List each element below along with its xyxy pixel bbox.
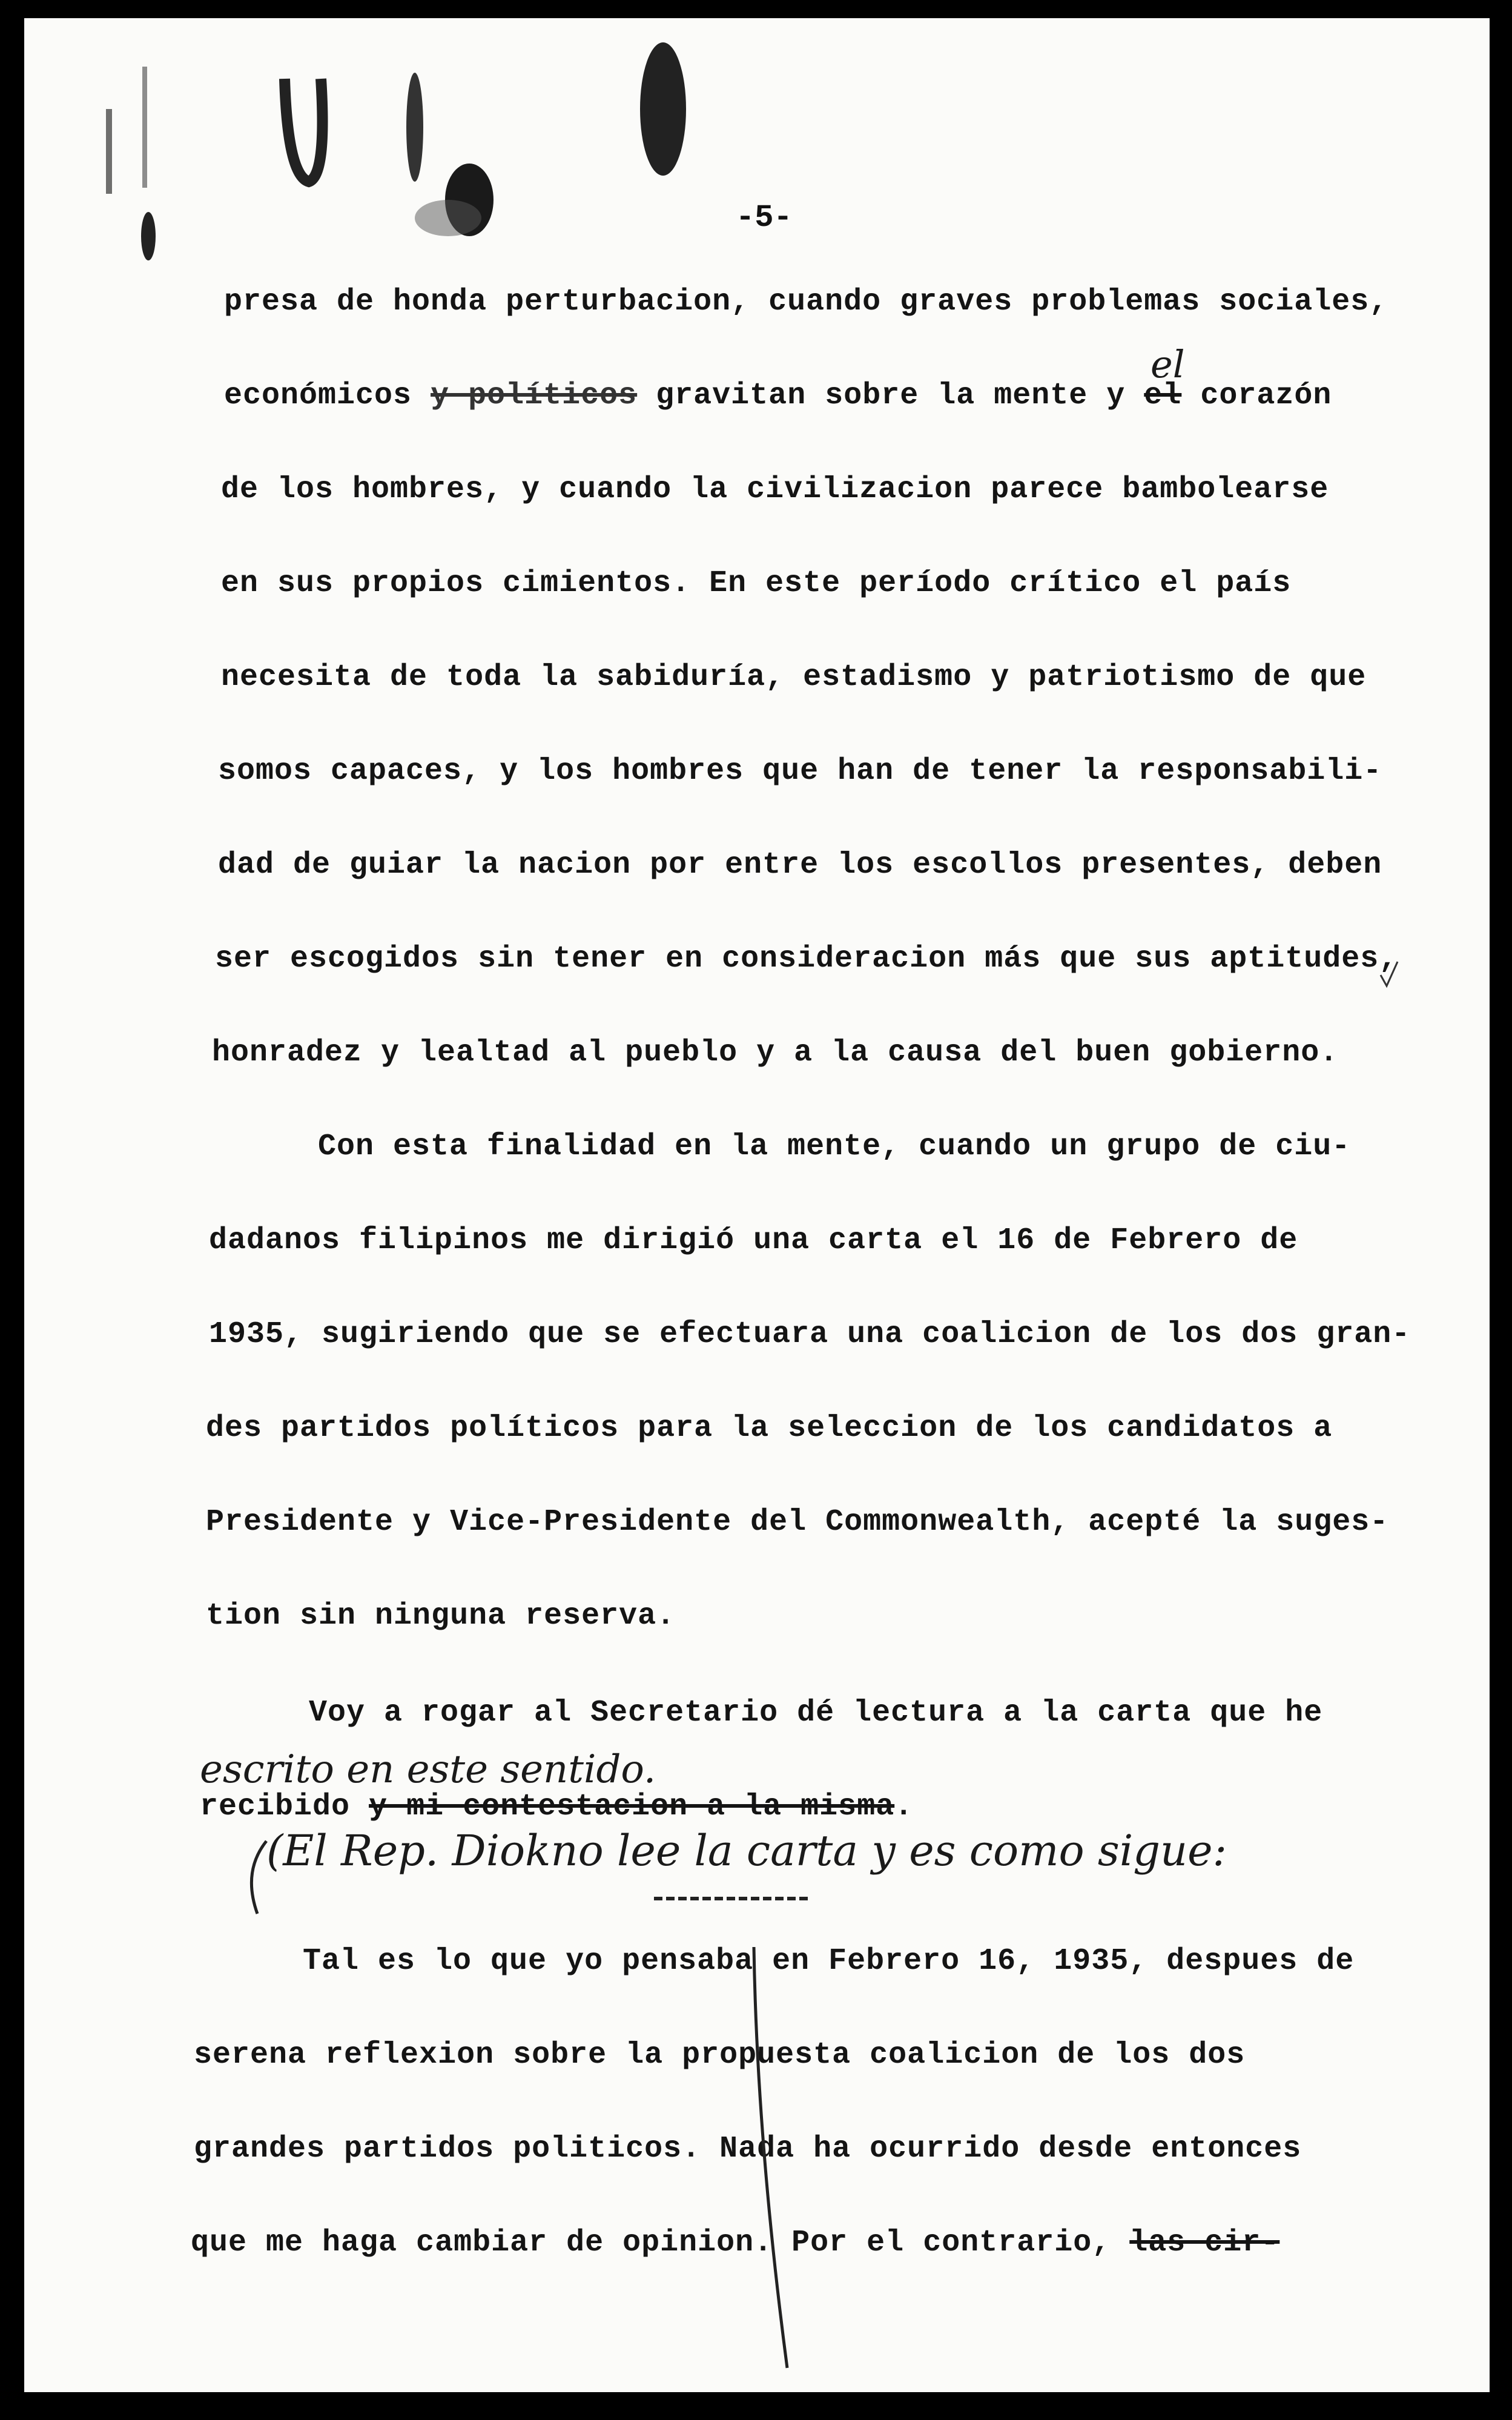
pen-bracket xyxy=(251,1841,266,1914)
check-mark xyxy=(1381,962,1398,986)
text-line: grandes partidos politicos. Nada ha ocurrido desde entonces xyxy=(194,2132,1302,2166)
text-line: honradez y lealtad al pueblo y a la causa del buen gobierno. xyxy=(212,1036,1339,1070)
text-line: 1935, sugiriendo que se efectuara una coalicion de los dos gran- xyxy=(209,1317,1411,1352)
text-line: Con esta finalidad en la mente, cuando un grupo de ciu- xyxy=(318,1129,1351,1164)
handwritten-aside: (El Rep. Diokno lee la carta y es como sigue: xyxy=(266,1826,1227,1876)
text-line: de los hombres, y cuando la civilizacion parece bambolearse xyxy=(221,472,1329,507)
text-span: económicos xyxy=(224,379,412,413)
text-line: ser escogidos sin tener en consideracion más que sus aptitudes, xyxy=(215,942,1398,976)
text-span: . xyxy=(894,1790,914,1824)
text-line: en sus propios cimientos. En este período crítico el país xyxy=(221,566,1292,601)
text-line: Voy a rogar al Secretario dé lectura a la carta que he xyxy=(309,1696,1323,1730)
text-line: serena reflexion sobre la propuesta coalicion de los dos xyxy=(194,2038,1246,2072)
text-span: que me haga cambiar de opinion. Por el contrario, xyxy=(191,2226,1111,2260)
text-line: Presidente y Vice-Presidente del Commonwealth, acepté la suges- xyxy=(206,1505,1389,1539)
pen-marks xyxy=(24,18,1490,2392)
text-line: dad de guiar la nacion por entre los escollos presentes, deben xyxy=(218,848,1382,882)
handwritten-insert: el xyxy=(1151,342,1185,386)
text-line: presa de honda perturbacion, cuando graves problemas sociales, xyxy=(224,285,1388,319)
document-page xyxy=(24,18,1490,2392)
struck-text: y políticos xyxy=(431,379,638,413)
handwritten-correction: escrito en este sentido. xyxy=(200,1747,656,1792)
text-span: gravitan sobre la mente y xyxy=(656,379,1126,413)
pen-vertical-line xyxy=(754,1947,787,2368)
text-span: recibido xyxy=(200,1790,351,1824)
text-span: corazón xyxy=(1200,379,1332,413)
text-line: necesita de toda la sabiduría, estadismo y patriotismo de que xyxy=(221,660,1367,695)
text-line: Tal es lo que yo pensaba en Febrero 16, 1935, despues de xyxy=(303,1944,1355,1979)
struck-text: y mi contestacion a la misma xyxy=(369,1790,895,1824)
text-line: tion sin ninguna reserva. xyxy=(206,1599,676,1633)
struck-text: el xyxy=(1144,379,1182,413)
page-number: -5- xyxy=(736,200,793,236)
text-line: dadanos filipinos me dirigió una carta el 16 de Febrero de xyxy=(209,1223,1298,1258)
text-line: des partidos políticos para la seleccion de los candidatos a xyxy=(206,1411,1333,1446)
text-line: somos capaces, y los hombres que han de tener la responsabili- xyxy=(218,754,1382,788)
struck-text: las cir- xyxy=(1129,2226,1280,2260)
